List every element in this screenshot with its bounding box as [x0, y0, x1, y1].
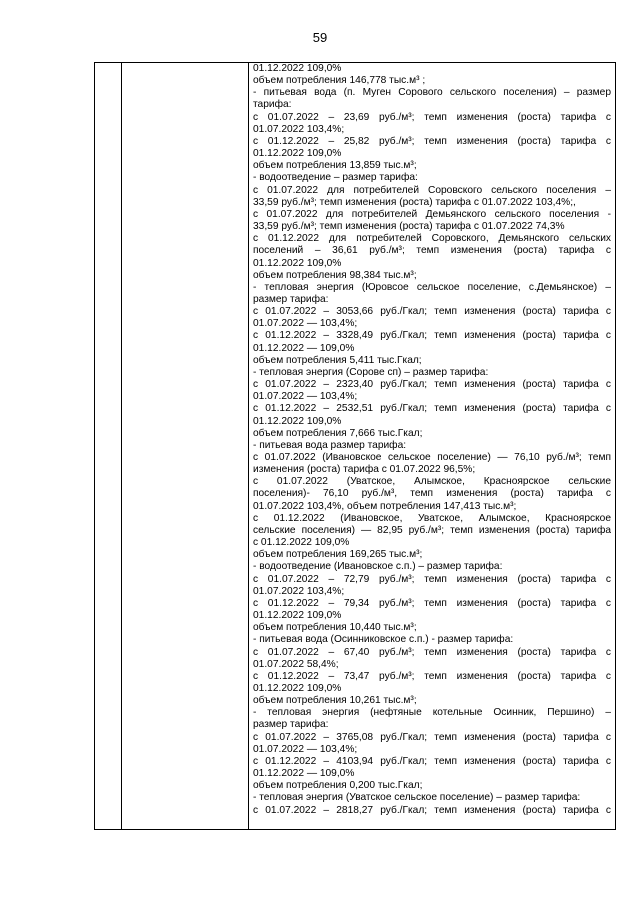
text-line: с 01.07.2022 – 2323,40 руб./Гкал; темп изменения (роста) тарифа с — [253, 379, 611, 391]
text-line: 01.12.2022 109,0% — [253, 148, 342, 160]
text-line: с 01.07.2022 – 3765,08 руб./Гкал; темп изменения (роста) тарифа с — [253, 731, 611, 743]
text-line: объем потребления 13,859 тыс.м³; — [253, 160, 417, 172]
text-line: 33,59 руб./м³; темп изменения (роста) тарифа с 01.07.2022 103,4%;, — [253, 196, 576, 208]
text-line: - тепловая энергия (Сорове сп) – размер тарифа: — [253, 366, 489, 378]
text-line: 33,59 руб./м³; темп изменения (роста) тарифа с 01.07.2022 74,3% — [253, 221, 565, 233]
tariff-description-cell — [253, 63, 611, 817]
text-line: - питьевая вода размер тарифа: — [253, 439, 407, 451]
text-line: с 01.07.2022 – 23,69 руб./м³; темп изменения (роста) тарифа с — [253, 111, 611, 123]
text-line: с 01.07.2022 – 72,79 руб./м³; темп изменения (роста) тарифа с — [253, 573, 611, 585]
text-line: объем потребления 10,261 тыс.м³; — [253, 695, 417, 707]
text-line: - питьевая вода (Осинниковское с.п.) - размер тарифа: — [253, 634, 514, 646]
text-line: 01.07.2022 103,4%; — [253, 123, 345, 135]
text-line: объем потребления 0,200 тыс.Гкал; — [253, 780, 423, 792]
text-line: 01.12.2022 — 109,0% — [253, 768, 355, 780]
text-line: с 01.07.2022 – 3053,66 руб./Гкал; темп изменения (роста) тарифа с — [253, 306, 611, 318]
text-line: 01.12.2022 109,0% — [253, 610, 342, 622]
text-line: с 01.07.2022 для потребителей Соровского сельского поселения – — [253, 184, 611, 196]
text-line: с 01.07.2022 (Ивановское сельское поселение) — 76,10 руб./м³; темп — [253, 452, 611, 463]
text-line: с 01.12.2022 (Ивановское, Уватское, Алымское, Красноярское — [253, 512, 611, 524]
text-line: 01.12.2022 — 109,0% — [253, 342, 355, 354]
text-line: поселений – 36,61 руб./м³; темп изменения (роста) тарифа с — [253, 245, 611, 257]
text-line: размер тарифа: — [253, 293, 329, 305]
text-line: - тепловая энергия (Уватское сельское поселение) – размер тарифа: — [253, 792, 581, 804]
text-line: 01.12.2022 109,0% — [253, 682, 342, 694]
text-line: сельские поселения) — 82,95 руб./м³; темп изменения (роста) тарифа — [253, 524, 611, 536]
text-line: - водоотведение (Ивановское с.п.) – размер тарифа: — [253, 561, 503, 573]
text-line: объем потребления 146,778 тыс.м³ ; — [253, 75, 426, 87]
text-line: объем потребления 10,440 тыс.м³; — [253, 622, 417, 634]
text-line: 01.12.2022 109,0% — [253, 257, 342, 269]
tariff-table — [94, 62, 616, 830]
text-line: объем потребления 5,411 тыс.Гкал; — [253, 354, 422, 366]
column-divider — [248, 63, 249, 829]
text-line: 01.12.2022 109,0% — [253, 415, 342, 427]
text-line: объем потребления 7,666 тыс.Гкал; — [253, 427, 423, 439]
text-line: с 01.12.2022 – 79,34 руб./м³; темп изменения (роста) тарифа с — [253, 597, 611, 609]
text-line: 01.07.2022 — 103,4%; — [253, 391, 358, 403]
text-line: объем потребления 169,265 тыс.м³; — [253, 549, 423, 561]
text-line: 01.07.2022 58,4%; — [253, 658, 339, 670]
text-line: 01.07.2022 — 103,4%; — [253, 318, 358, 330]
text-line: - питьевая вода (п. Муген Сорового сельского поселения) – размер — [253, 87, 611, 99]
text-line: - тепловая энергия (Юровсое сельское поселение, с.Демьянское) – — [253, 281, 611, 293]
text-line: с 01.12.2022 – 4103,94 руб./Гкал; темп изменения (роста) тарифа с — [253, 755, 611, 767]
text-line: с 01.07.2022 – 67,40 руб./м³; темп изменения (роста) тарифа с — [253, 646, 611, 658]
text-line: поселения)- 76,10 руб./м³, темп изменения (роста) тарифа с — [253, 488, 611, 500]
text-line: с 01.07.2022 – 2818,27 руб./Гкал; темп изменения (роста) тарифа с — [253, 804, 611, 816]
text-line: размер тарифа: — [253, 719, 329, 731]
text-line: - тепловая энергия (нефтяные котельные Осинник, Першино) – — [253, 707, 611, 719]
text-line: - водоотведение – размер тарифа: — [253, 172, 418, 184]
text-line: 01.07.2022 103,4%, объем потребления 147,413 тыс.м³; — [253, 500, 517, 512]
text-line: 01.07.2022 — 103,4%; — [253, 743, 358, 755]
page-number: 59 — [312, 30, 328, 45]
text-line: с 01.12.2022 – 25,82 руб./м³; темп изменения (роста) тарифа с — [253, 135, 611, 147]
text-line: 01.12.2022 109,0% — [253, 63, 342, 74]
text-line: 01.07.2022 103,4%; — [253, 585, 345, 597]
text-line: с 01.12.2022 для потребителей Соровского, Демьянского сельских — [253, 233, 611, 245]
column-divider — [121, 63, 122, 829]
text-line: с 01.12.2022 – 2532,51 руб./Гкал; темп изменения (роста) тарифа с — [253, 403, 611, 415]
text-line: объем потребления 98,384 тыс.м³; — [253, 269, 417, 281]
text-line: тарифа: — [253, 99, 292, 111]
text-line: с 01.12.2022 109,0% — [253, 537, 350, 549]
text-line: с 01.12.2022 – 73,47 руб./м³; темп изменения (роста) тарифа с — [253, 670, 611, 682]
text-line: изменения (роста) тарифа с 01.07.2022 96,5%; — [253, 464, 476, 476]
text-line: с 01.07.2022 (Уватское, Алымское, Красноярское сельские — [253, 476, 611, 488]
text-line: с 01.12.2022 – 3328,49 руб./Гкал; темп изменения (роста) тарифа с — [253, 330, 611, 342]
text-line: с 01.07.2022 для потребителей Демьянского сельского поселения - — [253, 208, 611, 220]
